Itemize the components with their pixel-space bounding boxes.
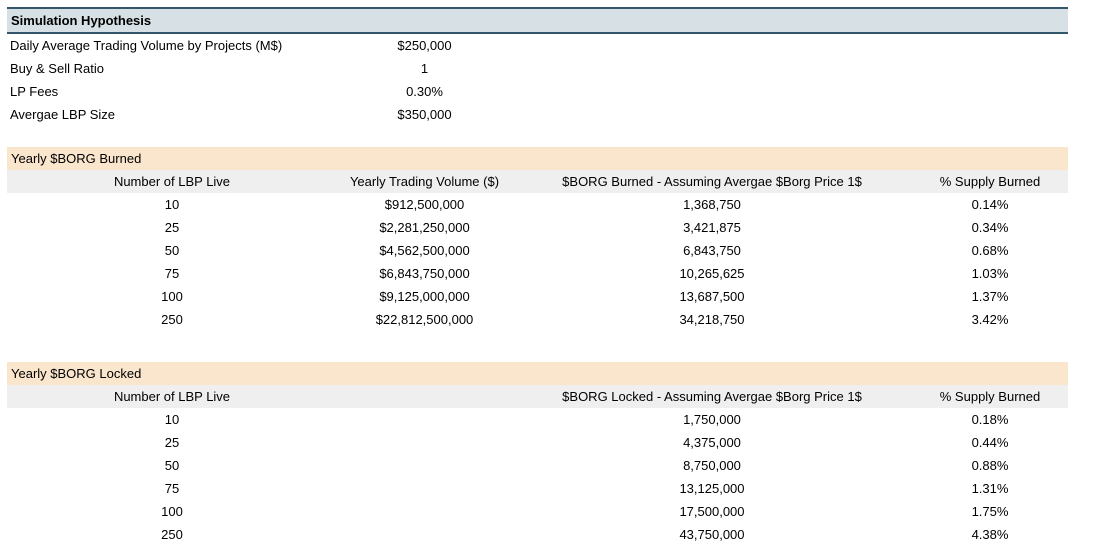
cell-lbp[interactable]: 10: [164, 197, 180, 212]
cell-volume[interactable]: $2,281,250,000: [379, 220, 470, 235]
cell-supply[interactable]: 1.37%: [971, 289, 1009, 304]
cell-supply[interactable]: 0.18%: [971, 412, 1009, 427]
cell-volume[interactable]: $22,812,500,000: [375, 312, 474, 327]
table-row: [7, 80, 1068, 103]
hypothesis-value-cell[interactable]: $350,000: [397, 107, 452, 122]
cell-supply[interactable]: 0.44%: [971, 435, 1009, 450]
burned-header-volume[interactable]: Yearly Trading Volume ($): [337, 170, 512, 193]
table-header-row: [7, 170, 1068, 193]
hypothesis-section-title[interactable]: Simulation Hypothesis: [7, 7, 1068, 34]
table-row: [7, 262, 1068, 285]
cell-lbp[interactable]: 25: [164, 435, 180, 450]
cell-empty[interactable]: [337, 408, 512, 431]
cell-lbp[interactable]: 75: [164, 481, 180, 496]
cell-lbp[interactable]: 250: [161, 527, 183, 542]
cell-supply[interactable]: 4.38%: [971, 527, 1009, 542]
table-row: [7, 454, 1068, 477]
cell-lbp[interactable]: 10: [164, 412, 180, 427]
cell-volume[interactable]: $4,562,500,000: [379, 243, 470, 258]
cell-supply[interactable]: 3.42%: [971, 312, 1009, 327]
table-row: [7, 216, 1068, 239]
cell-volume[interactable]: $912,500,000: [384, 197, 465, 212]
cell-supply[interactable]: 1.75%: [971, 504, 1009, 519]
cell-borg[interactable]: 10,265,625: [679, 266, 745, 281]
cell-empty[interactable]: [337, 523, 512, 546]
cell-empty[interactable]: [337, 500, 512, 523]
cell-lbp[interactable]: 50: [164, 458, 180, 473]
hypothesis-table: [7, 34, 1068, 126]
table-row: [7, 239, 1068, 262]
cell-borg[interactable]: 1,368,750: [683, 197, 741, 212]
hypothesis-label-cell[interactable]: Buy & Sell Ratio: [10, 61, 104, 76]
table-header-row: [7, 385, 1068, 408]
table-row: [7, 308, 1068, 331]
table-row: [7, 103, 1068, 126]
cell-borg[interactable]: 6,843,750: [683, 243, 741, 258]
hypothesis-label-cell[interactable]: Daily Average Trading Volume by Projects (M$): [10, 38, 283, 53]
cell-borg[interactable]: 4,375,000: [683, 435, 741, 450]
locked-header-empty[interactable]: [337, 385, 512, 408]
locked-table: [7, 385, 1068, 546]
cell-borg[interactable]: 8,750,000: [683, 458, 741, 473]
cell-supply[interactable]: 1.03%: [971, 266, 1009, 281]
table-row: [7, 193, 1068, 216]
cell-lbp[interactable]: 75: [164, 266, 180, 281]
cell-borg[interactable]: 34,218,750: [679, 312, 745, 327]
cell-borg[interactable]: 43,750,000: [679, 527, 745, 542]
burned-header-lbp[interactable]: Number of LBP Live: [7, 170, 337, 193]
locked-header-supply[interactable]: % Supply Burned: [912, 385, 1068, 408]
cell-lbp[interactable]: 100: [161, 504, 183, 519]
hypothesis-value-cell[interactable]: $250,000: [397, 38, 452, 53]
cell-empty[interactable]: [337, 477, 512, 500]
cell-supply[interactable]: 0.88%: [971, 458, 1009, 473]
cell-lbp[interactable]: 50: [164, 243, 180, 258]
cell-supply[interactable]: 1.31%: [971, 481, 1009, 496]
cell-supply[interactable]: 0.68%: [971, 243, 1009, 258]
cell-volume[interactable]: $9,125,000,000: [379, 289, 470, 304]
table-row: [7, 431, 1068, 454]
burned-header-borg[interactable]: $BORG Burned - Assuming Avergae $Borg Price 1$: [512, 170, 912, 193]
cell-lbp[interactable]: 100: [161, 289, 183, 304]
table-row: [7, 500, 1068, 523]
table-row: [7, 285, 1068, 308]
cell-supply[interactable]: 0.34%: [971, 220, 1009, 235]
locked-header-borg[interactable]: $BORG Locked - Assuming Avergae $Borg Price 1$: [512, 385, 912, 408]
cell-borg[interactable]: 13,125,000: [679, 481, 745, 496]
table-row: [7, 477, 1068, 500]
cell-borg[interactable]: 1,750,000: [683, 412, 741, 427]
cell-borg[interactable]: 13,687,500: [679, 289, 745, 304]
locked-section-title[interactable]: Yearly $BORG Locked: [7, 362, 1068, 385]
cell-volume[interactable]: $6,843,750,000: [379, 266, 470, 281]
hypothesis-label-cell[interactable]: Avergae LBP Size: [10, 107, 116, 122]
table-row: [7, 57, 1068, 80]
table-row: [7, 34, 1068, 57]
cell-lbp[interactable]: 25: [164, 220, 180, 235]
burned-table: [7, 170, 1068, 331]
table-row: [7, 408, 1068, 431]
cell-lbp[interactable]: 250: [161, 312, 183, 327]
burned-section-title[interactable]: Yearly $BORG Burned: [7, 147, 1068, 170]
cell-borg[interactable]: 3,421,875: [683, 220, 741, 235]
cell-supply[interactable]: 0.14%: [971, 197, 1009, 212]
table-row: [7, 523, 1068, 546]
locked-header-lbp[interactable]: Number of LBP Live: [7, 385, 337, 408]
cell-empty[interactable]: [337, 431, 512, 454]
hypothesis-value-cell[interactable]: 0.30%: [406, 84, 443, 99]
hypothesis-value-cell[interactable]: 1: [420, 61, 429, 76]
burned-header-supply[interactable]: % Supply Burned: [912, 170, 1068, 193]
hypothesis-label-cell[interactable]: LP Fees: [10, 84, 59, 99]
cell-borg[interactable]: 17,500,000: [679, 504, 745, 519]
cell-empty[interactable]: [337, 454, 512, 477]
